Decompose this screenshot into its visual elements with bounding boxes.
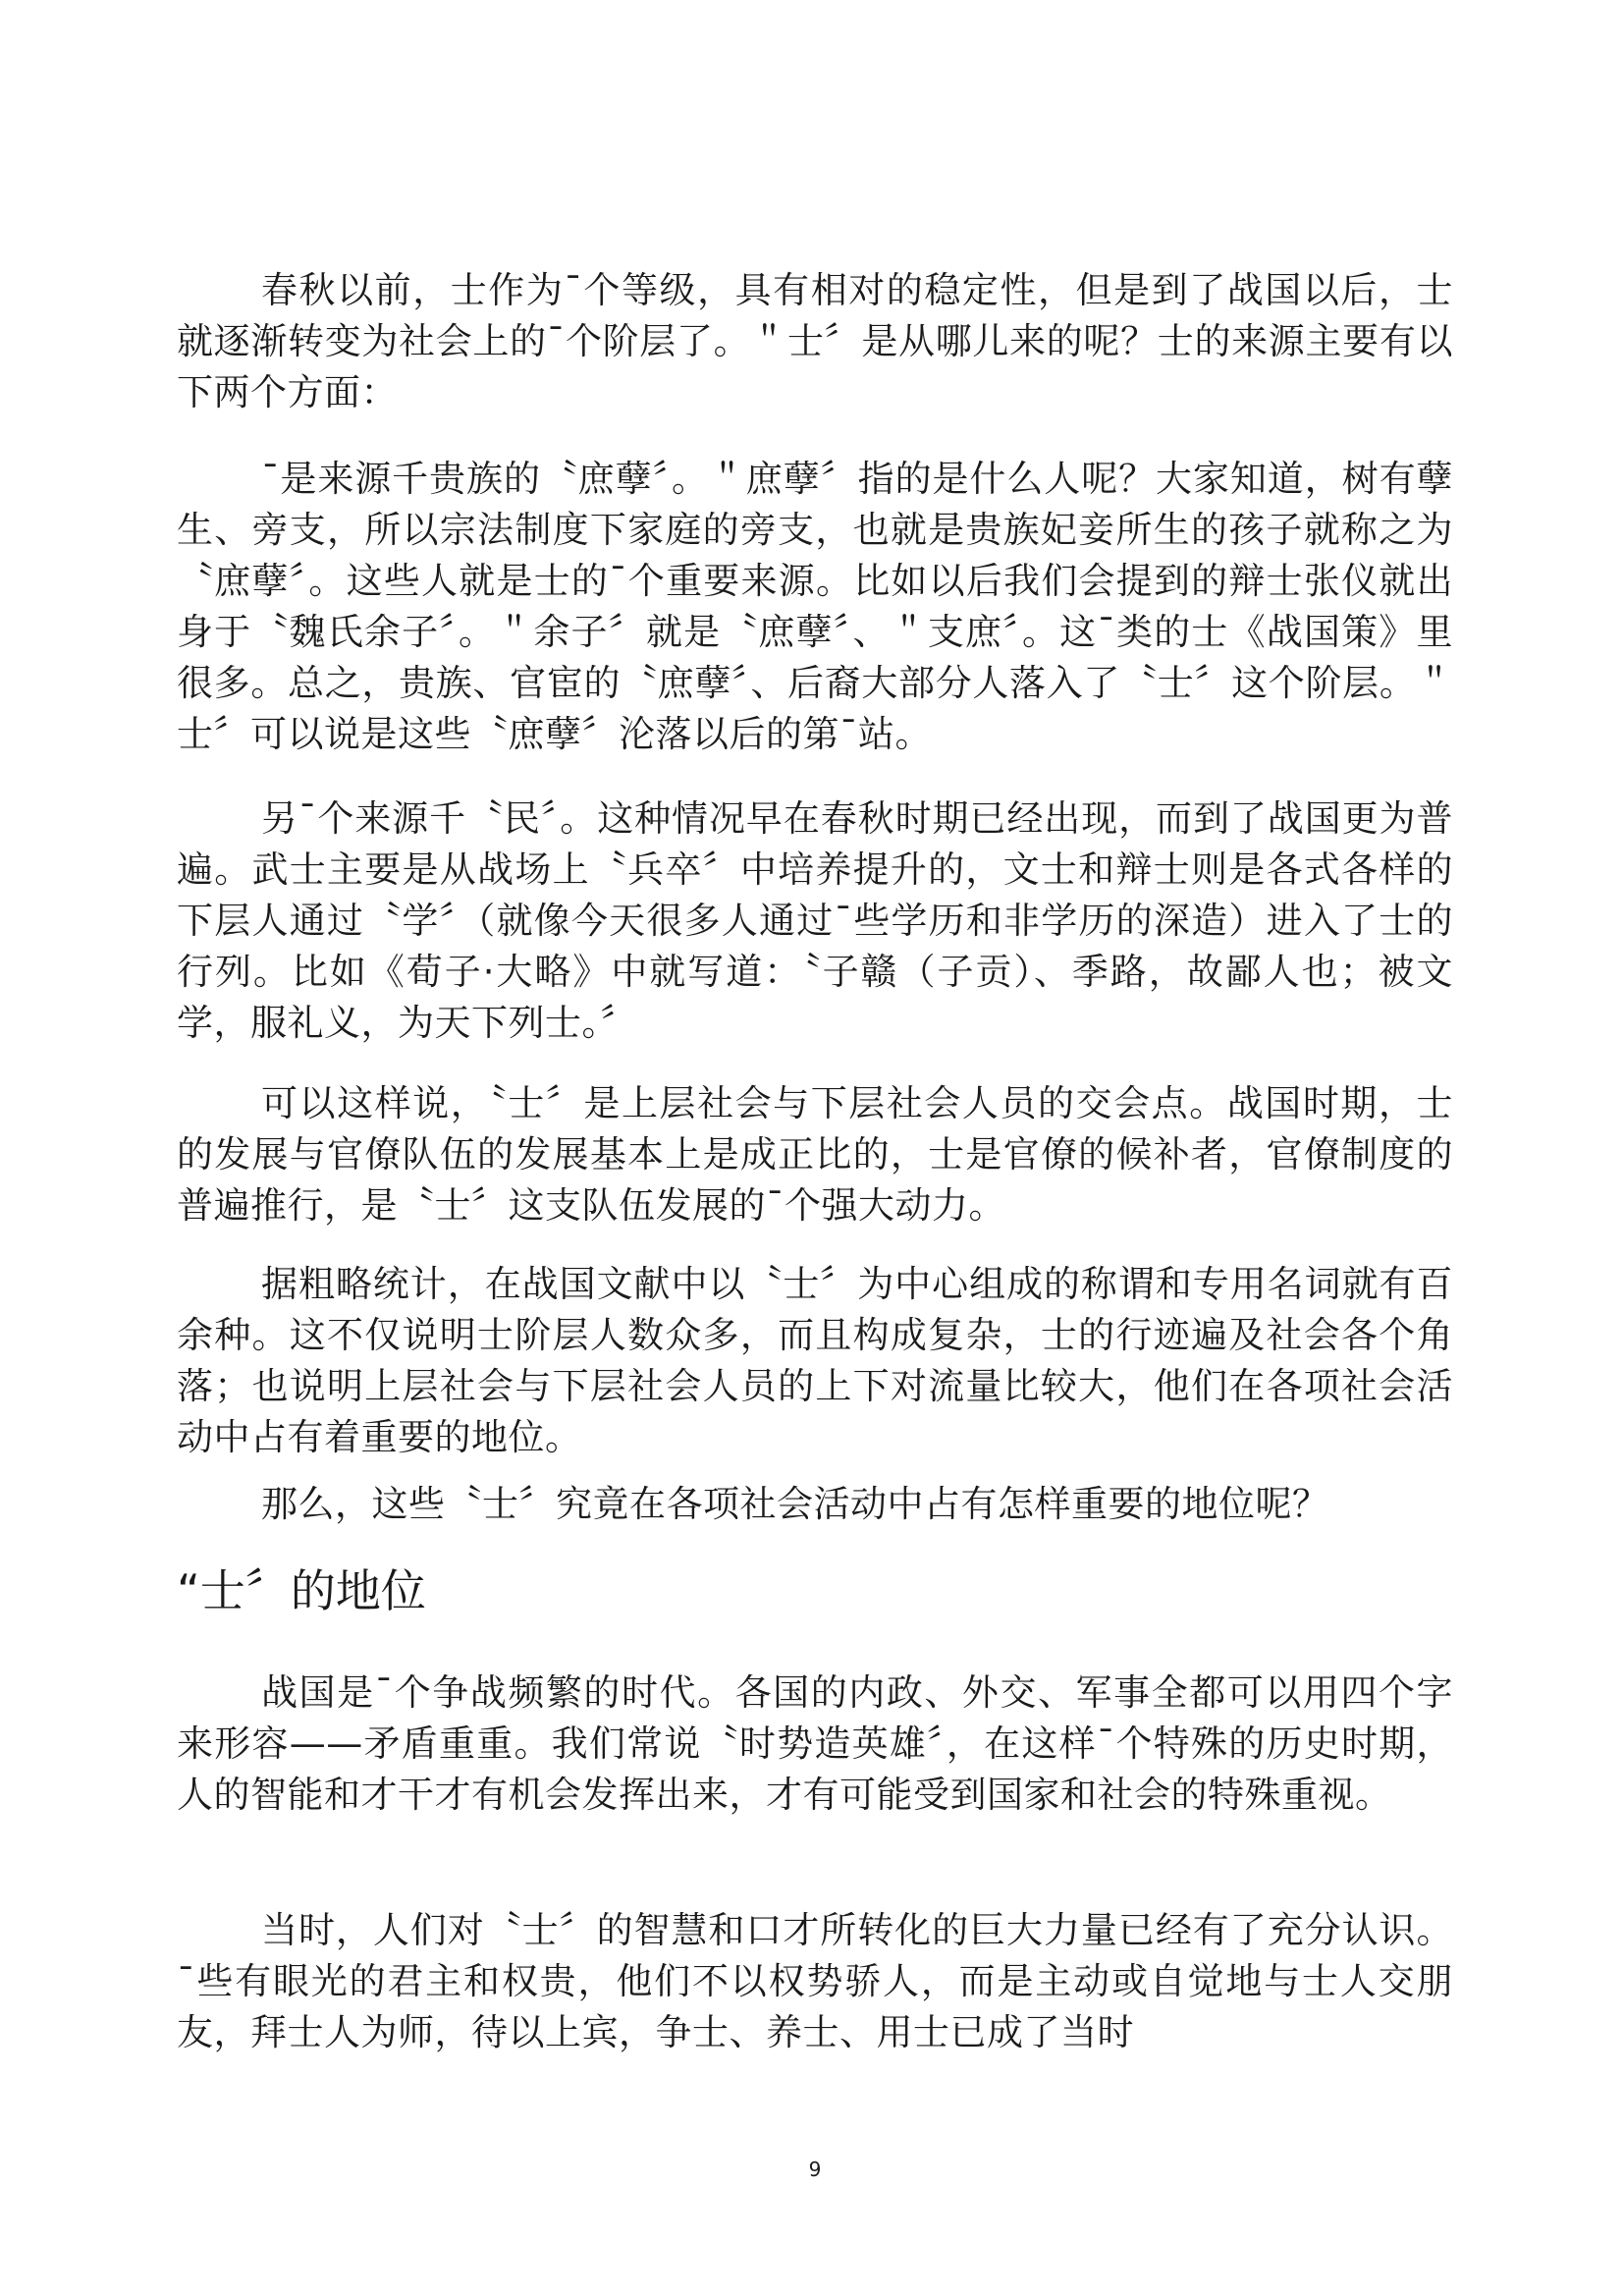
paragraph-warring-states: 战国是¯个争战频繁的时代。各国的内政、外交、军事全都可以用四个字来形容——矛盾重重。我们常说〝时势造英雄〞，在这样¯个特殊的历史时期，人的智能和才干才有机会发挥出来，才有可能受到国家和社会的特殊重视。 [177,1671,1453,1816]
paragraph-question: 那么，这些〝士〞究竟在各项社会活动中占有怎样重要的地位呢？ [261,1483,1329,1525]
paragraph-statistics: 据粗略统计，在战国文献中以〝士〞为中心组成的称谓和专用名词就有百余种。这不仅说明士阶层人数众多，而且构成复杂，士的行迹遍及社会各个角落；也说明上层社会与下层社会人员的上下对流量比较大，他们在各项社会活动中占有着重要的地位。 [177,1263,1453,1458]
section-heading: “士〞的地位 [177,1564,426,1617]
paragraph-meeting-point: 可以这样说，〝士〞是上层社会与下层社会人员的交会点。战国时期，士的发展与官僚队伍的发展基本上是成正比的，士是官僚的候补者，官僚制度的普遍推行，是〝士〞这支队伍发展的¯个强大动力。 [177,1082,1453,1227]
paragraph-commoner-source: 另¯个来源千〝民〞。这种情况早在春秋时期已经出现，而到了战国更为普遍。武士主要是从战场上〝兵卒〞中培养提升的，文士和辩士则是各式各样的下层人通过〝学〞（就像今天很多人通过¯些学历和非学历的深造）进入了士的行列。比如《荀子·大略》中就写道：〝子赣（子贡）、季路，故鄙人也；被文学，服礼义，为天下列士。〞 [177,797,1453,1044]
paragraph-recognition: 当时，人们对〝士〞的智慧和口才所转化的巨大力量已经有了充分认识。¯些有眼光的君主和权贵，他们不以权势骄人，而是主动或自觉地与士人交朋友，拜士人为师，待以上宾，争士、养士、用士已成了当时 [177,1909,1453,2053]
paragraph-noble-shunie: ¯是来源千贵族的〝庶孽〞。＂庶孽〞指的是什么人呢？大家知道，树有孽生、旁支，所以宗法制度下家庭的旁支，也就是贵族妃妾所生的孩子就称之为〝庶孽〞。这些人就是士的¯个重要来源。比如以后我们会提到的辩士张仪就出身于〝魏氏余子〞。＂余子〞就是〝庶孽〞、＂支庶〞。这¯类的士《战国策》里很多。总之，贵族、官宦的〝庶孽〞、后裔大部分人落入了〝士〞这个阶层。＂士〞可以说是这些〝庶孽〞沦落以后的第¯站。 [177,458,1453,755]
paragraph-shi-origin-intro: 春秋以前，士作为¯个等级，具有相对的稳定性，但是到了战国以后，士就逐渐转变为社会上的¯个阶层了。＂士〞是从哪儿来的呢？士的来源主要有以下两个方面： [177,269,1453,413]
page-number: 6 [808,2157,822,2180]
